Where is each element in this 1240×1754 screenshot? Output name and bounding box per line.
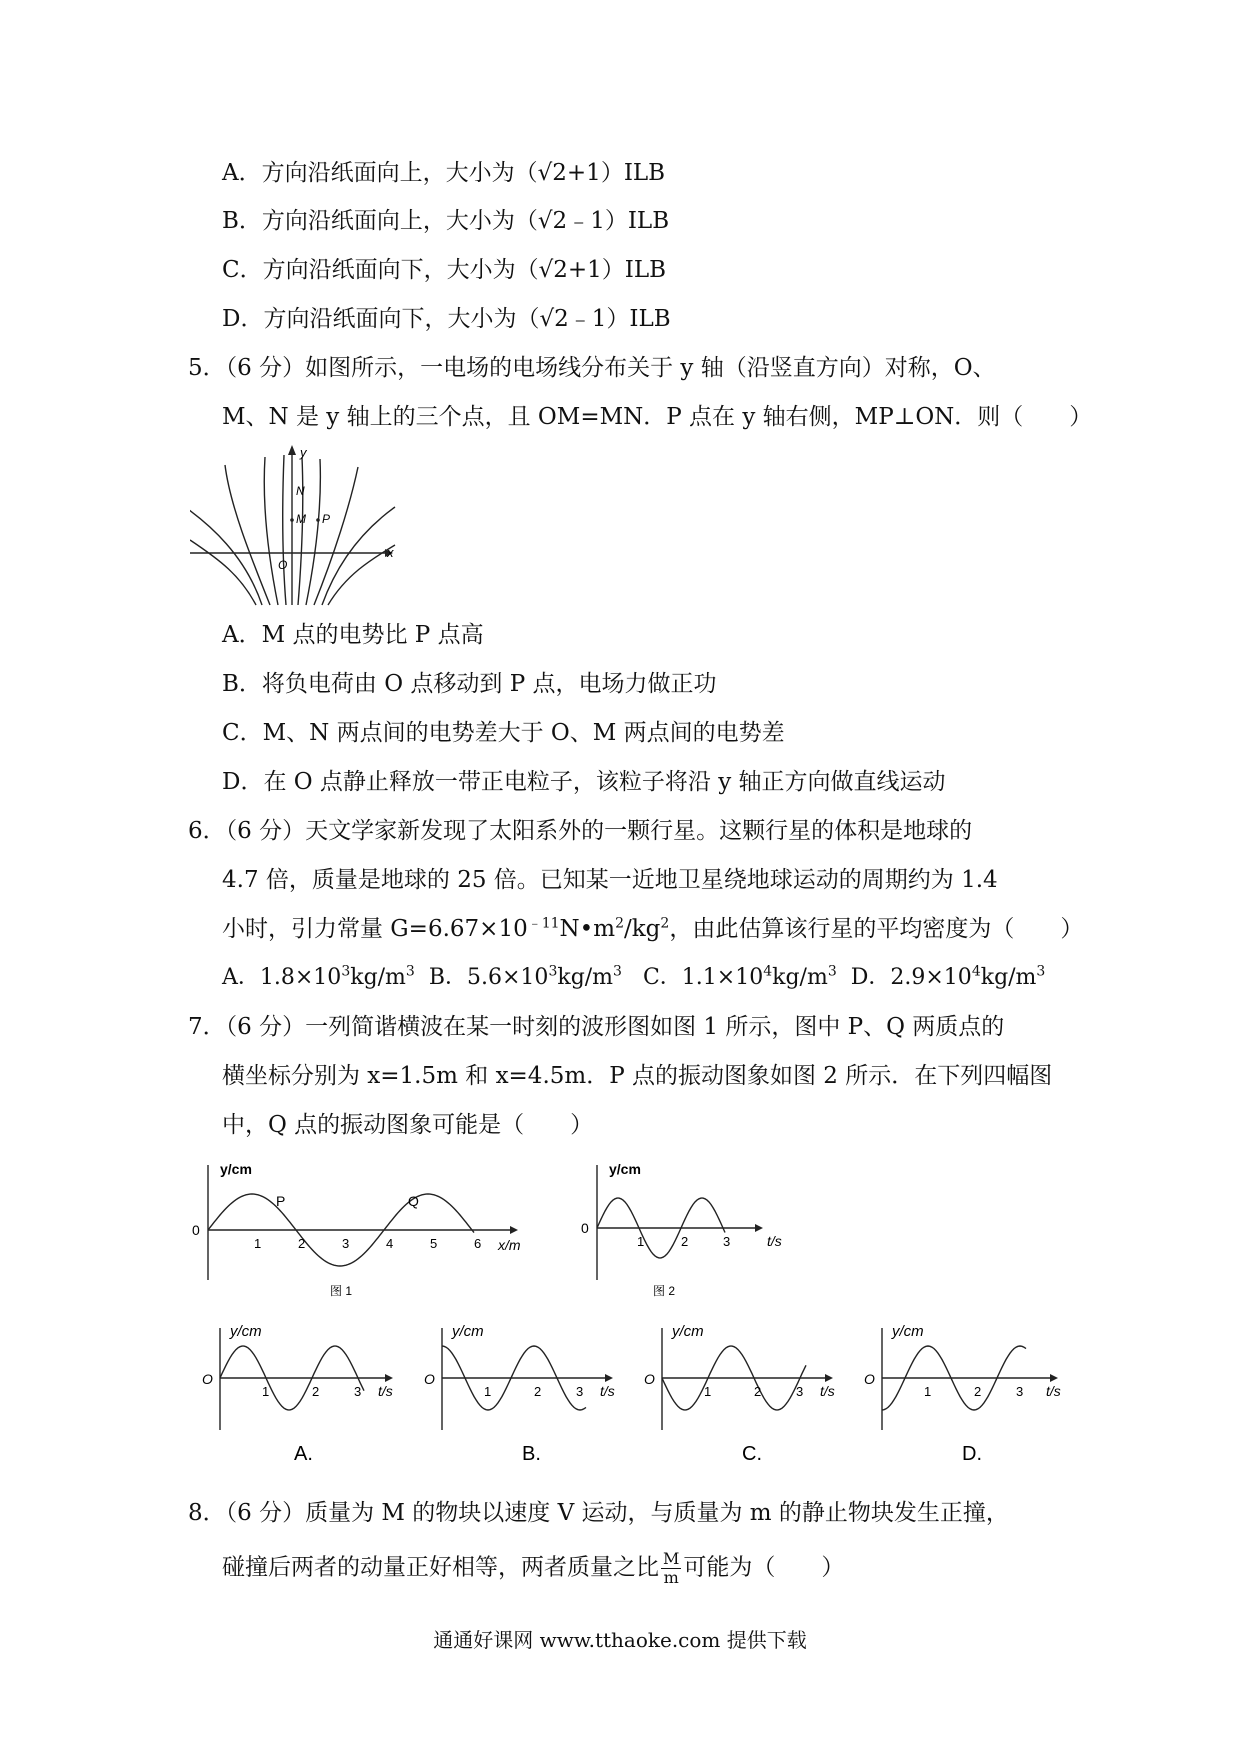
choice-b-tick-2: 2 — [534, 1384, 542, 1399]
q4-option-d: D．方向沿纸面向下，大小为（√2﹣1）ILB — [222, 306, 671, 332]
choice-a-tick-1: 1 — [262, 1384, 270, 1399]
choice-b-origin: O — [424, 1371, 435, 1387]
choice-d-ylabel: y/cm — [892, 1323, 924, 1340]
q6-stem-line3: 小时，引力常量 $G=6.67\times 10^{﹣11}N•m^2/kg^2$，由此估算该行星的平均密度为（ ） — [222, 915, 1084, 942]
fig1-tick-5: 5 — [430, 1236, 438, 1251]
q6-options — [222, 963, 1045, 993]
fig2-tick-1: 1 — [637, 1234, 645, 1249]
label-m: M — [296, 512, 306, 526]
q6-option-b: B．$5.6\times 10^3kg/m^3$ — [428, 963, 622, 990]
mass-ratio-fraction: $\frac{M}{m}$ — [663, 1549, 680, 1587]
choice-a-origin: O — [202, 1371, 213, 1387]
q6-stem-line2: 4.7 倍，质量是地球的 25 倍。已知某一近地卫星绕地球运动的周期约为 1.4 — [222, 867, 998, 893]
choice-graph-d — [850, 1320, 1080, 1470]
choice-d-tick-1: 1 — [924, 1384, 932, 1399]
choice-a-tick-2: 2 — [312, 1384, 320, 1399]
choice-d-tick-2: 2 — [974, 1384, 982, 1399]
q4-option-b: B．方向沿纸面向上，大小为（√2﹣1）ILB — [222, 208, 670, 234]
q8-stem-line2: 碰撞后两者的动量正好相等，两者质量之比 $\frac{M}{m}$ 可能为（ ） — [222, 1549, 845, 1587]
fig1-tick-3: 3 — [342, 1236, 350, 1251]
q5-stem-line1: 5．（6 分）如图所示，一电场的电场线分布关于 y 轴（沿竖直方向）对称，O、 — [188, 355, 996, 381]
choice-c-xlabel: t/s — [820, 1383, 835, 1399]
choice-c-ylabel: y/cm — [672, 1323, 704, 1340]
fig2-xlabel: t/s — [767, 1233, 782, 1249]
fig1-q-label: Q — [408, 1193, 419, 1209]
choice-b-caption: B. — [522, 1443, 541, 1465]
electric-field-figure — [190, 445, 400, 610]
fig2-tick-2: 2 — [681, 1234, 689, 1249]
label-x: x — [387, 545, 394, 560]
q7-stem-line1: 7．（6 分）一列简谐横波在某一时刻的波形图如图 1 所示，图中 P、Q 两质点的 — [188, 1014, 1005, 1040]
choice-c-caption: C. — [742, 1443, 762, 1465]
fig2-caption: 图 2 — [653, 1284, 676, 1298]
choice-a-xlabel: t/s — [378, 1383, 393, 1399]
choice-d-xlabel: t/s — [1046, 1383, 1061, 1399]
choice-a-tick-3: 3 — [354, 1384, 362, 1399]
q4-option-c: C．方向沿纸面向下，大小为（√2+1）ILB — [222, 257, 667, 283]
label-o: O — [278, 558, 288, 572]
choice-c-tick-1: 1 — [704, 1384, 712, 1399]
q5-option-b: B．将负电荷由 O 点移动到 P 点，电场力做正功 — [222, 671, 717, 697]
q7-stem-line2: 横坐标分别为 x=1.5m 和 x=4.5m．P 点的振动图象如图 2 所示．在下列四幅图 — [222, 1063, 1053, 1089]
q5-option-a: A．M 点的电势比 P 点高 — [222, 622, 484, 648]
q5-option-d: D．在 O 点静止释放一带正电粒子，该粒子将沿 y 轴正方向做直线运动 — [222, 769, 946, 795]
choice-c-tick-3: 3 — [796, 1384, 804, 1399]
fig2-ylabel: y/cm — [609, 1161, 641, 1177]
q6-option-a: A．$1.8\times 10^3kg/m^3$ — [222, 963, 415, 990]
choice-a-caption: A. — [294, 1443, 313, 1465]
choice-d-origin: O — [864, 1371, 875, 1387]
fig1-xlabel: x/m — [498, 1237, 521, 1253]
fig1-caption: 图 1 — [330, 1284, 353, 1298]
choice-c-origin: O — [644, 1371, 655, 1387]
choice-graph-c — [630, 1320, 850, 1470]
label-p: P — [322, 512, 331, 526]
wave-figure-1 — [190, 1160, 550, 1300]
page-footer: 通通好课网 www.tthaoke.com 提供下载 — [433, 1628, 807, 1652]
choice-b-tick-1: 1 — [484, 1384, 492, 1399]
q5-option-c: C．M、N 两点间的电势差大于 O、M 两点间的电势差 — [222, 720, 785, 746]
choice-graph-b — [410, 1320, 630, 1470]
q6-option-c: C．$1.1\times 10^4kg/m^3$ — [642, 963, 837, 990]
fig1-tick-6: 6 — [474, 1236, 482, 1251]
fig1-origin: 0 — [192, 1222, 200, 1238]
choice-d-caption: D. — [962, 1443, 982, 1465]
choice-b-xlabel: t/s — [600, 1383, 615, 1399]
choice-graph-a — [190, 1320, 410, 1470]
fig2-tick-3: 3 — [723, 1234, 731, 1249]
q7-stem-line3: 中，Q 点的振动图象可能是（ ） — [222, 1112, 594, 1138]
choice-c-tick-2: 2 — [754, 1384, 762, 1399]
choice-d-tick-3: 3 — [1016, 1384, 1024, 1399]
choice-b-ylabel: y/cm — [452, 1323, 484, 1340]
q4-option-a: A．方向沿纸面向上，大小为（√2+1）ILB — [222, 160, 666, 186]
label-n: N — [296, 484, 305, 498]
fig2-origin: 0 — [581, 1220, 589, 1236]
choice-b-tick-3: 3 — [576, 1384, 584, 1399]
q6-option-d: D．$2.9\times 10^4kg/m^3$ — [850, 963, 1046, 990]
label-y: y — [300, 445, 307, 460]
fig1-tick-4: 4 — [386, 1236, 394, 1251]
wave-figure-2 — [575, 1160, 805, 1300]
q6-stem-line1: 6．（6 分）天文学家新发现了太阳系外的一颗行星。这颗行星的体积是地球的 — [188, 818, 973, 844]
fig1-tick-1: 1 — [254, 1236, 262, 1251]
q5-stem-line2: M、N 是 y 轴上的三个点，且 OM=MN．P 点在 y 轴右侧，MP⊥ON．则（ ） — [222, 404, 1093, 430]
fig1-tick-2: 2 — [298, 1236, 306, 1251]
q8-stem-line1: 8．（6 分）质量为 M 的物块以速度 V 运动，与质量为 m 的静止物块发生正撞， — [188, 1500, 1009, 1526]
choice-a-ylabel: y/cm — [230, 1323, 262, 1340]
fig1-ylabel: y/cm — [220, 1161, 252, 1177]
fig1-p-label: P — [276, 1193, 286, 1209]
